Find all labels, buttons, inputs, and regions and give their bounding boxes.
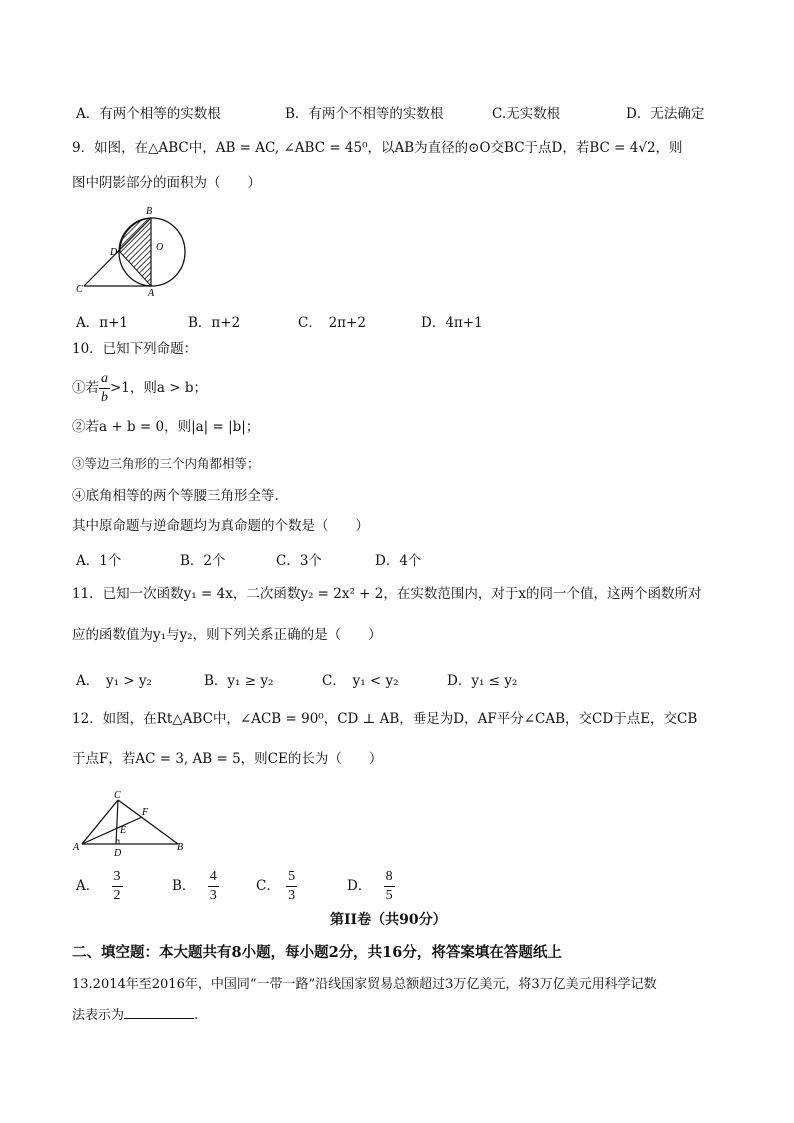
q12-option-d-numerator: 8 (384, 868, 395, 887)
q10-item1-denominator: b (101, 390, 108, 405)
q9-option-a: A．π+1 (76, 315, 129, 331)
q12-option-b (172, 868, 219, 905)
q12-option-b-denominator: 3 (209, 888, 217, 903)
q12-label-b: B (177, 842, 184, 853)
q10-stem: 10．已知下列命题： (72, 341, 198, 357)
q12-option-d-letter: D． (347, 878, 372, 894)
q10-item1-numerator: a (99, 370, 110, 389)
q12-label-c: C (114, 790, 121, 801)
q13-line2-suffix: . (194, 1008, 199, 1023)
q12-option-c-denominator: 3 (288, 888, 296, 903)
q12-option-d (347, 868, 395, 905)
q9-stem-line1: 9．如图，在△ABC中，AB = AC, ∠ABC = 45⁰，以AB为直径的⊙O交BC于点D，若BC = 4√2，则 (72, 140, 683, 156)
q9-stem-line2: 图中阴影部分的面积为（ ） (72, 175, 261, 191)
q10-item3: ③等边三角形的三个内角都相等； (72, 456, 260, 471)
q8-option-d: D．无法确定 (626, 106, 705, 122)
q11-option-b: B．y₁ ≥ y₂ (204, 673, 274, 689)
q13-line2-prefix: 法表示为 (72, 1008, 125, 1023)
q9-label-d: D (110, 247, 118, 258)
q12-option-c-fraction (286, 868, 297, 905)
q10-item4: ④底角相等的两个等腰三角形全等. (72, 488, 279, 504)
q10-item2: ②若a + b = 0，则|a| = |b|； (72, 419, 260, 435)
q12-option-b-letter: B． (172, 878, 196, 894)
q12-option-a-fraction (112, 868, 123, 905)
q10-option-a: A．1个 (76, 553, 122, 569)
q12-figure (70, 788, 194, 862)
q12-option-a-denominator: 2 (113, 888, 121, 903)
q8-option-b: B．有两个不相等的实数根 (285, 106, 444, 122)
q11-stem-line1: 11．已知一次函数y₁ = 4x，二次函数y₂ = 2x² + 2，在实数范围内，对于x的同一个值，这两个函数所对 (72, 586, 702, 602)
q9-option-c: C． 2π+2 (298, 315, 366, 331)
q12-option-a-numerator: 3 (112, 868, 123, 887)
q12-option-a (76, 868, 123, 905)
q10-option-c: C．3个 (276, 553, 322, 569)
q12-option-c (256, 868, 297, 905)
section2-heading: 二、填空题：本大题共有8小题，每小题2分，共16分，将答案填在答题纸上 (72, 944, 562, 961)
q9-option-b: B．π+2 (188, 315, 241, 331)
q10-question: 其中原命题与逆命题均为真命题的个数是（ ） (72, 518, 369, 534)
q12-label-a: A (73, 842, 80, 853)
q9-figure (72, 204, 192, 296)
q11-stem-line2: 应的函数值为y₁与y₂，则下列关系正确的是（ ） (72, 627, 382, 643)
section2-title: 第II卷（共90分） (330, 912, 447, 928)
q12-option-c-numerator: 5 (286, 868, 297, 887)
q10-option-d: D．4个 (375, 553, 422, 569)
q12-option-b-numerator: 4 (208, 868, 219, 887)
q12-stem-line1: 12．如图，在Rt△ABC中，∠ACB = 90⁰，CD ⊥ AB，垂足为D，AF平分∠CAB，交CD于点E，交CB (72, 711, 698, 727)
q11-option-c: C． y₁ < y₂ (322, 673, 399, 689)
q12-option-b-fraction (208, 868, 219, 905)
q12-stem-line2: 于点F，若AC = 3, AB = 5，则CE的长为（ ） (72, 751, 383, 767)
q8-option-a: A．有两个相等的实数根 (76, 106, 221, 122)
q13-answer-blank[interactable] (124, 1006, 194, 1019)
q12-label-f: F (142, 807, 149, 818)
q8-option-c: C.无实数根 (492, 106, 561, 122)
q9-label-b: B (146, 206, 153, 217)
q10-item1 (72, 368, 207, 408)
q9-option-d: D．4π+1 (421, 315, 483, 331)
q10-item1-fraction (99, 370, 110, 407)
q10-item1-prefix: ①若 (72, 380, 99, 396)
q12-option-c-letter: C． (256, 878, 280, 894)
q9-label-c: C (76, 284, 83, 295)
q11-option-d: D．y₁ ≤ y₂ (447, 673, 518, 689)
q12-option-a-letter: A． (76, 878, 100, 894)
q10-option-b: B．2个 (180, 553, 226, 569)
q9-label-o: O (156, 242, 164, 253)
q10-item1-suffix: >1，则a > b； (110, 380, 207, 396)
q11-option-a: A． y₁ > y₂ (76, 673, 152, 689)
q12-label-e: E (120, 825, 127, 836)
q12-option-d-fraction (384, 868, 395, 905)
q9-label-a: A (148, 288, 155, 296)
q9-shaded-region (120, 218, 151, 286)
q12-option-d-denominator: 5 (385, 888, 393, 903)
q12-label-d: D (114, 848, 122, 859)
q13-line2 (72, 1006, 198, 1025)
q13-line1: 13.2014年至2016年，中国同“一带一路”沿线国家贸易总额超过3万亿美元，将3万亿美元用科学记数 (72, 977, 657, 992)
